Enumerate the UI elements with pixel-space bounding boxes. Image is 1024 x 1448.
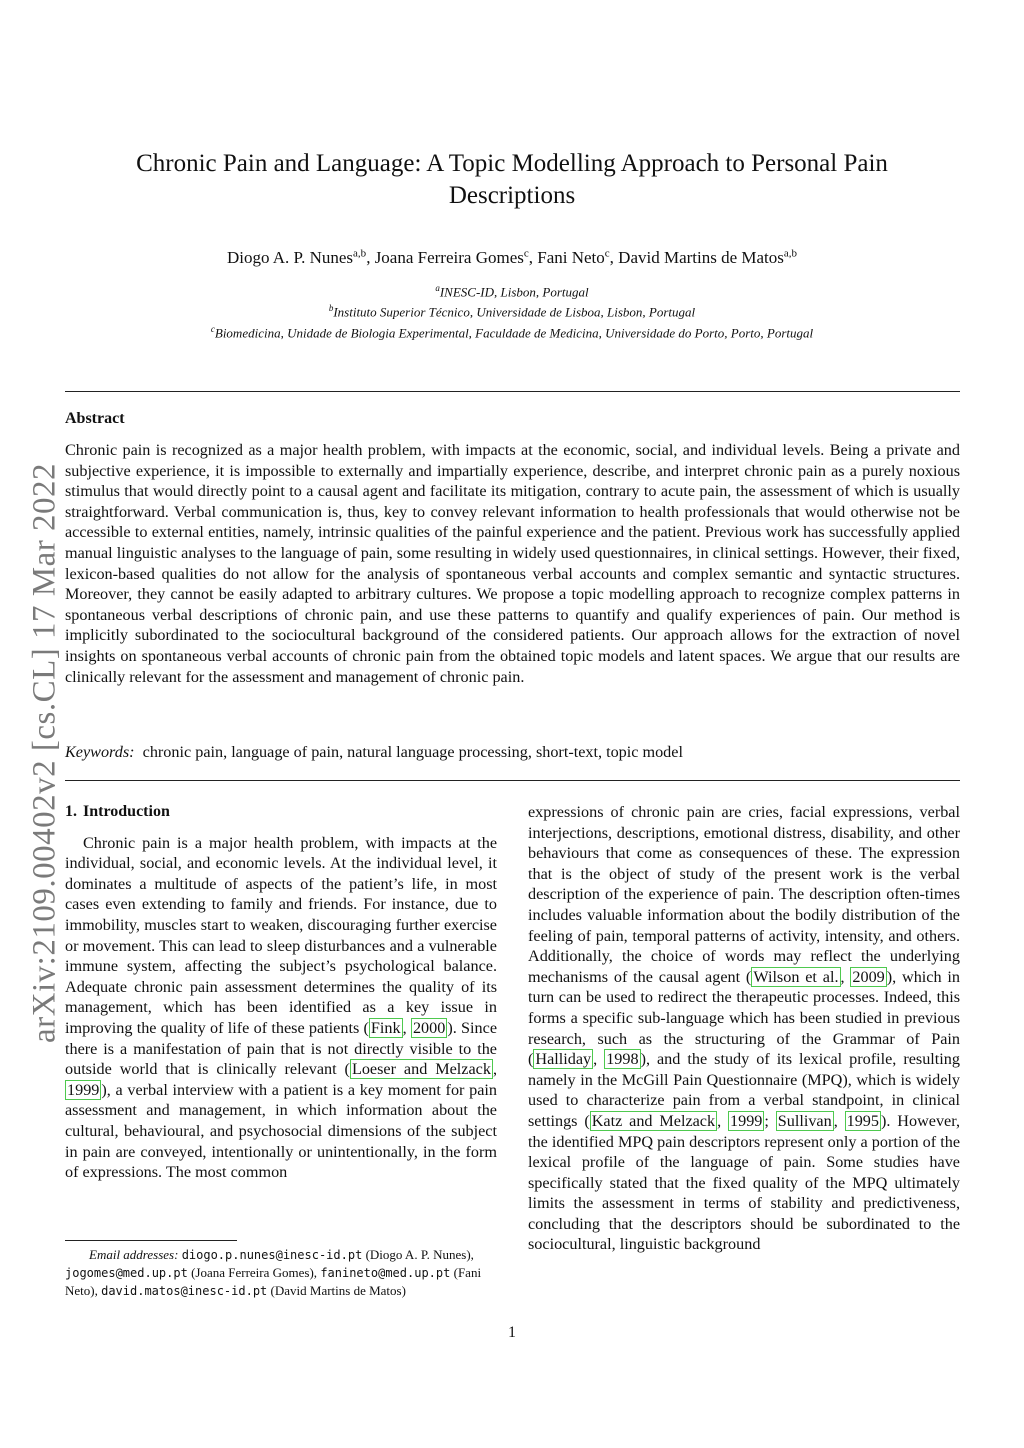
author: Joana Ferreira Gomes$^c$, <box>374 247 538 267</box>
email-link[interactable]: david.matos@inesc-id.pt <box>101 1284 268 1298</box>
keywords-label: Keywords: <box>65 743 135 761</box>
intro-paragraph-right: expressions of chronic pain are cries, facial expressions, verbal interjections, descriptions, emotional distress, disability, and other behaviours that come as consequences of these. The expression that is the object of study of the present work is the verbal description of the experience of pain. The description often-times includes valuable information about the bodily distribution of the feeling of pain, temporal patterns of activity, intensity, and others. Additionally, the choice of words may reflect the underlying mechanisms of the causal agent ( Wilson et al. , 2009 ), which in turn can be used to redirect the therapeutic processes. Indeed, this forms a specific sub-language which has been studied in previous research, such as the structuring of the Grammar of Pain ( Halliday , 1998 ), and the study of its lexical profile, resulting namely in the McGill Pain Questionnaire (MPQ), which is widely used to characterize pain from a verbal standpoint, in clinical settings ( Katz and Melzack , 1999 ; Sullivan , 1995 ). However, the identified MPQ pain descriptors represent only a portion of the lexical profile of the language of pain. Some studies have specifically stated that the fixed quality of the MPQ ultimately limits the assessment in terms of stability and predictiveness, concluding that the descriptors should be subordinated to the sociocultural, linguistic background <box>528 803 961 1254</box>
paper-title: Chronic Pain and Language: A Topic Modelling Approach to Personal Pain Descriptions <box>136 150 888 209</box>
abstract-body: Chronic pain is recognized as a major health problem, with impacts at the economic, social, and individual levels. Being a private and subjective experience, it is impossible to externally and impartially experience, describe, and interpret chronic pain as a purely noxious stimulus that would directly point to a causal agent and facilitate its mitigation, contrary to acute pain, the assessment of which is usually straightforward. Verbal communication is, thus, key to convey relevant information to health professionals that would otherwise not be accessible to external entities, namely, intrinsic qualities of the painful experience and the patient. Previous work has successfully applied manual linguistic analyses to the language of pain, some resulting in widely used questionnaires, in clinical settings. However, their fixed, lexicon-based qualities do not allow for the analysis of spontaneous verbal accounts and complex semantic and syntactic structures. Moreover, they cannot be easily adapted to arbitrary cultures. We propose a topic modelling approach to recognize complex patterns in spontaneous verbal descriptions of chronic pain, and use these patterns to quantify and qualify experiences of pain. Our method is implicitly subordinated to the sociocultural background of the considered patients. Our approach allows for the extraction of novel insights on spontaneous verbal accounts of chronic pain from the obtained topic models and latent spaces. We argue that our results are clinically relevant for the assessment and management of chronic pain. <box>65 441 960 686</box>
intro-paragraph-left: Chronic pain is a major health problem, with impacts at the individual, social, and economic levels. At the individual level, it dominates a multitude of aspects of the patient’s life, in most cases even extending to family and friends. For instance, due to immobility, muscles start to weaken, discouraging further exercise or movement. This can lead to sleep disturbances and a vulnerable immune system, affecting the subject’s psychological balance. Adequate chronic pain assessment determines the quality of its management, which has been identified as a key issue in improving the quality of life of these patients ( Fink , 2000 ). Since there is a manifestation of pain that is not directly visible to the outside world that is clinically relevant ( Loeser and Melzack , 1999 ), a verbal interview with a patient is a key moment for pain assessment and management, in which information about the cultural, behavioural, and psychosocial dimensions of the subject in pain are conveyed, intentionally or unintentionally, in the form of expressions. The most common <box>65 833 498 1182</box>
keywords <box>65 742 960 762</box>
footnote-emails: Email addresses: diogo.p.nunes@inesc-id.pt (Diogo A. P. Nunes), jogomes@med.up.pt (Joana Ferreira Gomes), fanineto@med.up.pt (Fani Neto), david.matos@inesc-id.pt (David Martins de Matos) <box>65 1247 482 1298</box>
author: David Martins de Matos$^{a,b}$ <box>618 247 798 267</box>
citation-link[interactable]: 1998 <box>606 1050 639 1069</box>
abstract-heading: Abstract <box>65 410 125 427</box>
affiliation: $^a$INESC-ID, Lisbon, Portugal <box>435 283 589 300</box>
affiliation: $^c$Biomedicina, Unidade de Biologia Experimental, Faculdade de Medicina, Universidade do Porto, Porto, Portugal <box>210 323 814 340</box>
author: Diogo A. P. Nunes$^{a,b}$, <box>226 247 375 267</box>
citation-link[interactable]: Wilson et al. <box>753 967 839 986</box>
citation-link[interactable]: 1999 <box>67 1080 100 1099</box>
citation-link[interactable]: Fink <box>370 1018 401 1037</box>
email-link[interactable]: jogomes@med.up.pt <box>65 1266 188 1280</box>
top-divider <box>65 391 960 392</box>
page-number: 1 <box>508 1324 516 1341</box>
email-link[interactable]: diogo.p.nunes@inesc-id.pt <box>181 1248 363 1262</box>
right-column <box>528 802 960 1255</box>
arxiv-identifier-text: arXiv:2109.00402v2 [cs.CL] 17 Mar 2022 <box>26 463 63 1043</box>
citation-link[interactable]: Katz and Melzack <box>591 1111 716 1130</box>
keywords-text: chronic pain, language of pain, natural language processing, short-text, topic model <box>142 743 683 761</box>
bottom-divider <box>65 780 960 781</box>
affiliations <box>92 280 932 341</box>
arxiv-identifier <box>22 448 68 1058</box>
author: Fani Neto$^c$, <box>537 247 619 267</box>
citation-link[interactable]: Halliday <box>535 1050 592 1069</box>
citation-link[interactable]: 2000 <box>412 1018 446 1037</box>
citation-link[interactable]: Loeser and Melzack <box>351 1060 491 1079</box>
citation-link[interactable]: 1999 <box>730 1111 763 1130</box>
email-link[interactable]: fanineto@med.up.pt <box>320 1266 451 1280</box>
citation-link[interactable]: 1995 <box>846 1111 879 1130</box>
affiliation: $^b$Instituto Superior Técnico, Universidade de Lisboa, Lisbon, Portugal <box>328 303 696 320</box>
footnote-divider <box>65 1240 237 1241</box>
citation-link[interactable]: Sullivan <box>777 1111 832 1130</box>
citation-link[interactable]: 2009 <box>852 967 885 986</box>
author-list <box>92 242 932 269</box>
section-heading: 1. Introduction <box>65 803 170 820</box>
footnote-label: Email addresses: <box>89 1247 179 1262</box>
left-column <box>65 802 497 1183</box>
